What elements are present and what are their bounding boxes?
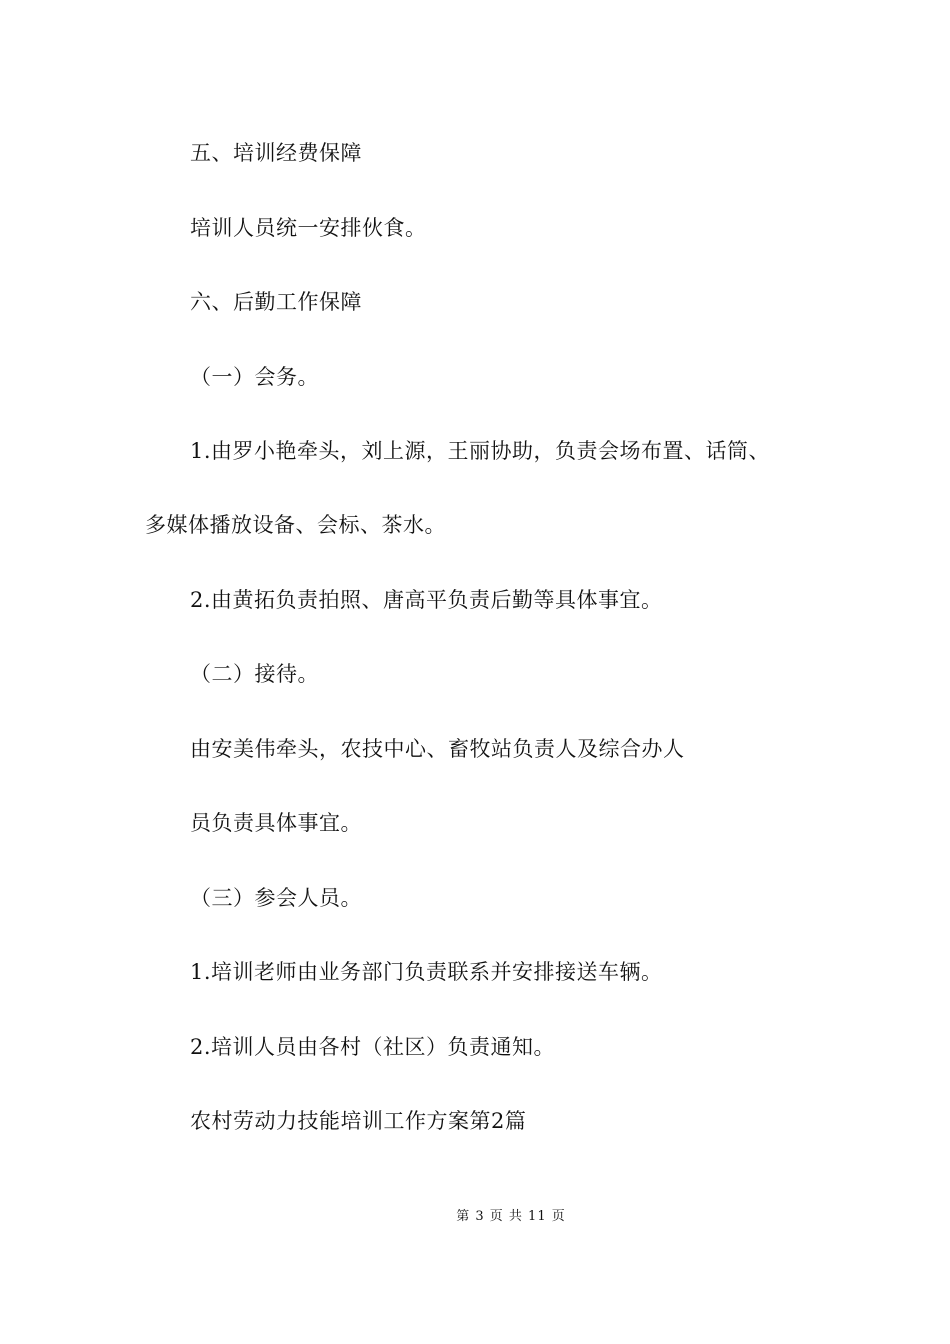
paragraph-reception-cont: 员负责具体事宜。 — [190, 811, 362, 835]
paragraph-attendees-item-1: 1.培训老师由业务部门负责联系并安排接送车辆。 — [190, 960, 663, 984]
section-title-plan-2: 农村劳动力技能培训工作方案第2篇 — [190, 1109, 527, 1133]
section-heading-funding: 五、培训经费保障 — [190, 141, 362, 165]
paragraph-meeting-item-1-cont: 多媒体播放设备、会标、茶水。 — [145, 513, 446, 537]
section-heading-logistics: 六、后勤工作保障 — [190, 290, 362, 314]
subheading-reception: （二）接待。 — [190, 662, 319, 686]
paragraph-reception: 由安美伟牵头，农技中心、畜牧站负责人及综合办人 — [190, 737, 685, 761]
paragraph-meeting-item-2: 2.由黄拓负责拍照、唐高平负责后勤等具体事宜。 — [190, 588, 663, 612]
subheading-attendees: （三）参会人员。 — [190, 886, 362, 910]
page-number-footer: 第 3 页 共 11 页 — [456, 1209, 566, 1224]
paragraph-meals: 培训人员统一安排伙食。 — [190, 216, 427, 240]
paragraph-attendees-item-2: 2.培训人员由各村（社区）负责通知。 — [190, 1035, 556, 1059]
subheading-meeting-affairs: （一）会务。 — [190, 365, 319, 389]
paragraph-meeting-item-1: 1.由罗小艳牵头，刘上源，王丽协助，负责会场布置、话筒、 — [190, 439, 771, 463]
